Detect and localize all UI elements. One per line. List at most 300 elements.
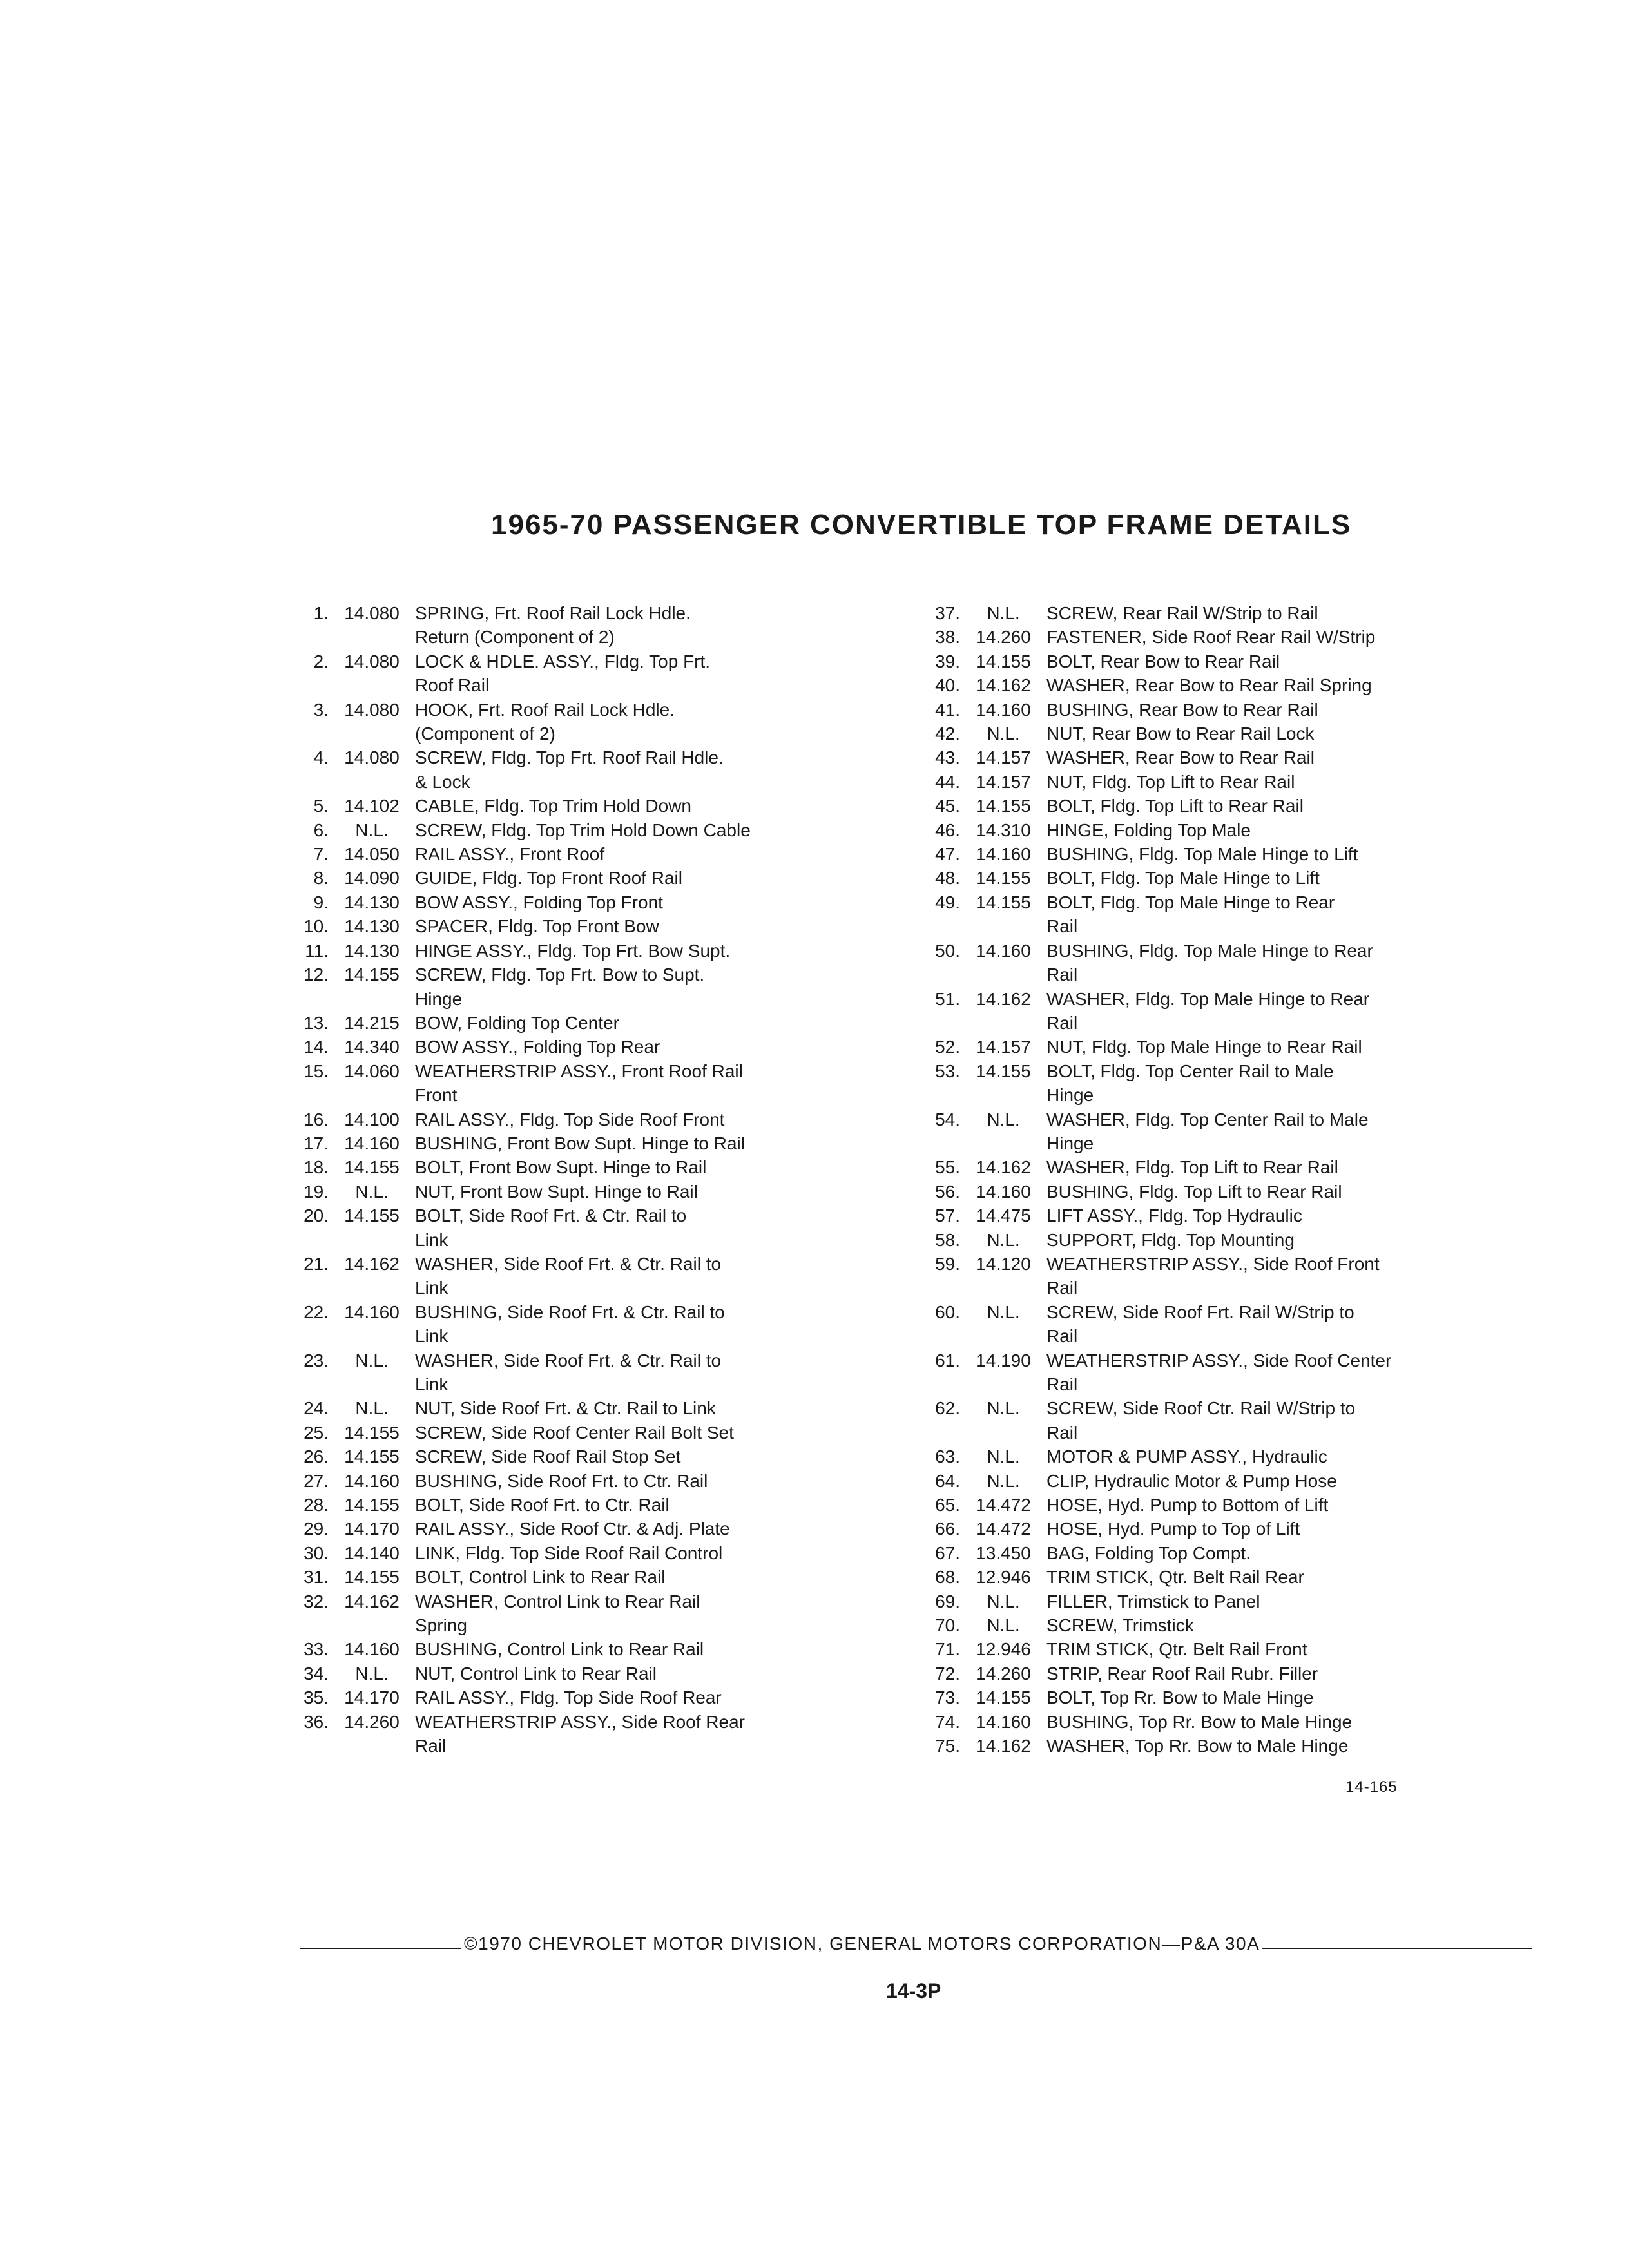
part-group-number: 12.946 xyxy=(976,1567,1031,1588)
parts-list-item xyxy=(915,1469,1534,1493)
part-group-number: 14.060 xyxy=(344,1061,400,1081)
part-description: WEATHERSTRIP ASSY., Front Roof Rail Front xyxy=(415,1061,743,1106)
item-number: 26. xyxy=(304,1446,329,1467)
part-group-number: 14.155 xyxy=(976,796,1031,816)
parts-list-item xyxy=(284,1035,902,1059)
part-description: BUSHING, Top Rr. Bow to Male Hinge xyxy=(1046,1711,1353,1732)
item-number: 27. xyxy=(304,1470,329,1491)
item-number: 65. xyxy=(935,1495,960,1515)
parts-list-item xyxy=(284,1662,902,1686)
part-description: MOTOR & PUMP ASSY., Hydraulic xyxy=(1046,1446,1327,1467)
footer-rule-right xyxy=(1262,1948,1532,1949)
parts-list-item xyxy=(284,1252,902,1300)
part-description: SCREW, Rear Rail W/Strip to Rail xyxy=(1046,603,1318,623)
item-number: 13. xyxy=(304,1012,329,1033)
parts-list-item xyxy=(284,698,902,746)
part-group-number: N.L. xyxy=(355,820,389,840)
parts-list-item xyxy=(284,1108,902,1131)
parts-list-item xyxy=(284,1396,902,1420)
part-description: BOLT, Fldg. Top Male Hinge to Lift xyxy=(1046,868,1320,889)
part-group-number: N.L. xyxy=(987,603,1020,623)
parts-list-item xyxy=(915,698,1534,722)
parts-list-item xyxy=(915,987,1534,1035)
part-description: SCREW, Fldg. Top Trim Hold Down Cable xyxy=(415,820,751,840)
parts-list-item xyxy=(915,1204,1534,1227)
part-description: WEATHERSTRIP ASSY., Side Roof Front Rail xyxy=(1046,1253,1380,1298)
part-description: BUSHING, Front Bow Supt. Hinge to Rail xyxy=(415,1133,745,1153)
item-number: 62. xyxy=(935,1398,960,1419)
parts-list-item xyxy=(284,1686,902,1709)
part-description: BOW ASSY., Folding Top Rear xyxy=(415,1037,660,1057)
parts-list-item xyxy=(284,1180,902,1204)
part-group-number: 14.162 xyxy=(344,1591,400,1611)
item-number: 37. xyxy=(935,603,960,623)
item-number: 38. xyxy=(935,627,960,648)
parts-list-item xyxy=(284,818,902,842)
part-group-number: N.L. xyxy=(355,1398,389,1419)
item-number: 34. xyxy=(304,1663,329,1684)
parts-list-item xyxy=(915,1734,1534,1758)
part-description: SCREW, Fldg. Top Frt. Bow to Supt. Hinge xyxy=(415,965,705,1009)
parts-list-item xyxy=(284,866,902,890)
item-number: 60. xyxy=(935,1302,960,1322)
item-number: 18. xyxy=(304,1157,329,1178)
part-description: SCREW, Side Roof Frt. Rail W/Strip to Rail xyxy=(1046,1302,1354,1347)
part-group-number: 14.162 xyxy=(976,675,1031,696)
part-description: NUT, Fldg. Top Male Hinge to Rear Rail xyxy=(1046,1037,1362,1057)
parts-list-item xyxy=(915,1349,1534,1397)
parts-list-item xyxy=(915,673,1534,697)
part-description: LOCK & HDLE. ASSY., Fldg. Top Frt. Roof Rail xyxy=(415,651,711,696)
item-number: 10. xyxy=(304,916,329,937)
item-number: 39. xyxy=(935,651,960,671)
item-number: 6. xyxy=(313,820,329,840)
part-description: FILLER, Trimstick to Panel xyxy=(1046,1591,1260,1611)
item-number: 8. xyxy=(313,868,329,889)
part-group-number: 14.260 xyxy=(344,1711,400,1732)
part-group-number: 14.130 xyxy=(344,916,400,937)
part-group-number: 14.472 xyxy=(976,1495,1031,1515)
part-group-number: 14.080 xyxy=(344,699,400,720)
item-number: 28. xyxy=(304,1495,329,1515)
part-group-number: 14.340 xyxy=(344,1037,400,1057)
part-description: RAIL ASSY., Fldg. Top Side Roof Rear xyxy=(415,1687,722,1708)
part-description: BOLT, Rear Bow to Rear Rail xyxy=(1046,651,1280,671)
parts-list-item xyxy=(915,1108,1534,1156)
part-group-number: 12.946 xyxy=(976,1639,1031,1660)
parts-list-item xyxy=(915,794,1534,818)
parts-list-item xyxy=(915,1613,1534,1637)
parts-list-item xyxy=(284,963,902,1011)
part-group-number: N.L. xyxy=(355,1663,389,1684)
parts-list-left-column xyxy=(284,601,902,1758)
part-group-number: 14.157 xyxy=(976,771,1031,792)
part-group-number: 14.155 xyxy=(344,1495,400,1515)
parts-list-item xyxy=(284,1517,902,1541)
part-group-number: N.L. xyxy=(987,724,1020,744)
part-group-number: 14.090 xyxy=(344,868,400,889)
parts-list-item xyxy=(284,1493,902,1517)
item-number: 22. xyxy=(304,1302,329,1322)
part-group-number: 14.160 xyxy=(976,1711,1031,1732)
part-group-number: 14.162 xyxy=(976,1736,1031,1756)
parts-list-item xyxy=(284,1590,902,1638)
parts-list-item xyxy=(915,649,1534,673)
item-number: 9. xyxy=(313,892,329,912)
parts-list-item xyxy=(284,1204,902,1252)
part-group-number: N.L. xyxy=(987,1446,1020,1467)
item-number: 53. xyxy=(935,1061,960,1081)
item-number: 45. xyxy=(935,796,960,816)
item-number: 66. xyxy=(935,1519,960,1539)
part-description: BUSHING, Fldg. Top Lift to Rear Rail xyxy=(1046,1181,1342,1202)
part-group-number: 14.155 xyxy=(344,1567,400,1588)
parts-list-item xyxy=(284,1300,902,1349)
part-description: TRIM STICK, Qtr. Belt Rail Rear xyxy=(1046,1567,1304,1588)
part-description: STRIP, Rear Roof Rail Rubr. Filler xyxy=(1046,1663,1318,1684)
part-description: SPRING, Frt. Roof Rail Lock Hdle. Return (Component of 2) xyxy=(415,603,691,648)
parts-list-item xyxy=(915,939,1534,987)
part-description: WASHER, Side Roof Frt. & Ctr. Rail to Link xyxy=(415,1350,722,1394)
part-description: CLIP, Hydraulic Motor & Pump Hose xyxy=(1046,1470,1337,1491)
item-number: 5. xyxy=(313,796,329,816)
item-number: 64. xyxy=(935,1470,960,1491)
part-description: BOLT, Fldg. Top Lift to Rear Rail xyxy=(1046,796,1304,816)
part-description: WASHER, Top Rr. Bow to Male Hinge xyxy=(1046,1736,1349,1756)
part-group-number: 14.162 xyxy=(976,988,1031,1009)
part-group-number: 14.260 xyxy=(976,1663,1031,1684)
parts-list-item xyxy=(284,1565,902,1589)
part-description: BOLT, Side Roof Frt. to Ctr. Rail xyxy=(415,1495,670,1515)
item-number: 63. xyxy=(935,1446,960,1467)
parts-list-item xyxy=(284,1349,902,1397)
item-number: 7. xyxy=(313,844,329,865)
item-number: 46. xyxy=(935,820,960,840)
parts-list-item xyxy=(284,1541,902,1565)
item-number: 44. xyxy=(935,771,960,792)
part-group-number: 14.155 xyxy=(976,1061,1031,1081)
part-group-number: 14.100 xyxy=(344,1109,400,1129)
item-number: 54. xyxy=(935,1109,960,1129)
part-description: SCREW, Side Roof Rail Stop Set xyxy=(415,1446,681,1467)
page-title: 1965-70 PASSENGER CONVERTIBLE TOP FRAME DETAILS xyxy=(491,509,1352,541)
part-description: WASHER, Rear Bow to Rear Rail Spring xyxy=(1046,675,1372,696)
part-description: SCREW, Side Roof Ctr. Rail W/Strip to Rail xyxy=(1046,1398,1356,1443)
part-description: NUT, Rear Bow to Rear Rail Lock xyxy=(1046,724,1315,744)
part-description: TRIM STICK, Qtr. Belt Rail Front xyxy=(1046,1639,1307,1660)
parts-list-item xyxy=(915,1710,1534,1734)
parts-list-item xyxy=(284,890,902,914)
part-description: HINGE ASSY., Fldg. Top Frt. Bow Supt. xyxy=(415,940,731,961)
part-group-number: N.L. xyxy=(987,1302,1020,1322)
item-number: 47. xyxy=(935,844,960,865)
part-description: BUSHING, Control Link to Rear Rail xyxy=(415,1639,704,1660)
part-group-number: N.L. xyxy=(987,1591,1020,1611)
part-description: BUSHING, Side Roof Frt. to Ctr. Rail xyxy=(415,1470,708,1491)
parts-list-item xyxy=(915,1252,1534,1300)
part-group-number: 14.155 xyxy=(976,651,1031,671)
part-description: HOSE, Hyd. Pump to Bottom of Lift xyxy=(1046,1495,1329,1515)
part-description: WASHER, Side Roof Frt. & Ctr. Rail to Link xyxy=(415,1253,722,1298)
parts-list-item xyxy=(284,1637,902,1661)
part-group-number: N.L. xyxy=(987,1615,1020,1636)
item-number: 55. xyxy=(935,1157,960,1178)
part-group-number: N.L. xyxy=(987,1398,1020,1419)
parts-list-item xyxy=(915,1541,1534,1565)
parts-list-item xyxy=(915,1228,1534,1252)
part-description: BUSHING, Side Roof Frt. & Ctr. Rail to Link xyxy=(415,1302,725,1347)
parts-list-item xyxy=(915,1517,1534,1541)
part-group-number: 14.050 xyxy=(344,844,400,865)
part-description: CABLE, Fldg. Top Trim Hold Down xyxy=(415,796,691,816)
part-description: BOW ASSY., Folding Top Front xyxy=(415,892,663,912)
part-description: HINGE, Folding Top Male xyxy=(1046,820,1251,840)
part-group-number: 14.190 xyxy=(976,1350,1031,1370)
part-group-number: 14.155 xyxy=(344,1422,400,1443)
parts-list-item xyxy=(915,1662,1534,1686)
item-number: 31. xyxy=(304,1567,329,1588)
item-number: 58. xyxy=(935,1229,960,1250)
item-number: 2. xyxy=(313,651,329,671)
item-number: 61. xyxy=(935,1350,960,1370)
item-number: 17. xyxy=(304,1133,329,1153)
part-group-number: 14.155 xyxy=(976,868,1031,889)
part-description: WASHER, Rear Bow to Rear Rail xyxy=(1046,747,1315,768)
item-number: 75. xyxy=(935,1736,960,1756)
parts-list-item xyxy=(284,914,902,938)
item-number: 12. xyxy=(304,965,329,985)
part-description: RAIL ASSY., Fldg. Top Side Roof Front xyxy=(415,1109,725,1129)
parts-list-item xyxy=(284,745,902,794)
item-number: 50. xyxy=(935,940,960,961)
part-group-number: 14.160 xyxy=(344,1470,400,1491)
parts-list-item xyxy=(284,1710,902,1758)
part-description: LINK, Fldg. Top Side Roof Rail Control xyxy=(415,1542,723,1563)
item-number: 57. xyxy=(935,1206,960,1226)
part-description: WEATHERSTRIP ASSY., Side Roof Rear Rail xyxy=(415,1711,745,1756)
parts-list-item xyxy=(915,1180,1534,1204)
item-number: 69. xyxy=(935,1591,960,1611)
part-description: SCREW, Fldg. Top Frt. Roof Rail Hdle. & Lock xyxy=(415,747,724,792)
part-group-number: 14.475 xyxy=(976,1206,1031,1226)
item-number: 73. xyxy=(935,1687,960,1708)
part-description: SCREW, Side Roof Center Rail Bolt Set xyxy=(415,1422,734,1443)
part-description: RAIL ASSY., Side Roof Ctr. & Adj. Plate xyxy=(415,1519,730,1539)
part-group-number: 14.160 xyxy=(344,1639,400,1660)
part-description: WASHER, Fldg. Top Lift to Rear Rail xyxy=(1046,1157,1338,1178)
parts-list-item xyxy=(284,842,902,866)
item-number: 3. xyxy=(313,699,329,720)
part-group-number: 14.170 xyxy=(344,1687,400,1708)
part-description: FASTENER, Side Roof Rear Rail W/Strip xyxy=(1046,627,1376,648)
part-group-number: 14.157 xyxy=(976,1037,1031,1057)
item-number: 20. xyxy=(304,1206,329,1226)
page-number: 14-3P xyxy=(886,1979,941,2003)
parts-list-item xyxy=(915,1155,1534,1179)
part-description: BOLT, Fldg. Top Male Hinge to Rear Rail xyxy=(1046,892,1335,937)
part-description: BOLT, Front Bow Supt. Hinge to Rail xyxy=(415,1157,707,1178)
item-number: 59. xyxy=(935,1253,960,1274)
part-group-number: 14.155 xyxy=(344,965,400,985)
copyright-footer xyxy=(300,1934,1532,1954)
parts-list-item xyxy=(915,842,1534,866)
parts-list-item xyxy=(915,1590,1534,1613)
item-number: 36. xyxy=(304,1711,329,1732)
parts-list-item xyxy=(915,1396,1534,1445)
item-number: 32. xyxy=(304,1591,329,1611)
part-description: HOSE, Hyd. Pump to Top of Lift xyxy=(1046,1519,1300,1539)
parts-list-item xyxy=(915,818,1534,842)
part-group-number: 14.155 xyxy=(344,1446,400,1467)
part-description: BOLT, Top Rr. Bow to Male Hinge xyxy=(1046,1687,1314,1708)
item-number: 48. xyxy=(935,868,960,889)
parts-list-item xyxy=(915,1445,1534,1468)
parts-list-item xyxy=(284,1421,902,1445)
item-number: 19. xyxy=(304,1181,329,1202)
part-description: WASHER, Fldg. Top Center Rail to Male Hinge xyxy=(1046,1109,1369,1153)
part-description: BAG, Folding Top Compt. xyxy=(1046,1542,1251,1563)
part-group-number: 14.155 xyxy=(344,1206,400,1226)
item-number: 70. xyxy=(935,1615,960,1636)
item-number: 41. xyxy=(935,699,960,720)
item-number: 29. xyxy=(304,1519,329,1539)
parts-list-item xyxy=(915,601,1534,625)
part-group-number: 14.155 xyxy=(976,1687,1031,1708)
part-group-number: 14.155 xyxy=(976,892,1031,912)
part-group-number: N.L. xyxy=(987,1109,1020,1129)
item-number: 30. xyxy=(304,1542,329,1563)
part-group-number: 14.170 xyxy=(344,1519,400,1539)
item-number: 23. xyxy=(304,1350,329,1370)
part-group-number: 14.102 xyxy=(344,796,400,816)
parts-list-item xyxy=(915,1035,1534,1059)
parts-list-item xyxy=(915,1493,1534,1517)
parts-list-item xyxy=(284,1059,902,1108)
item-number: 25. xyxy=(304,1422,329,1443)
part-description: GUIDE, Fldg. Top Front Roof Rail xyxy=(415,868,682,889)
parts-list-item xyxy=(915,1637,1534,1661)
parts-list-item xyxy=(915,1686,1534,1709)
part-description: SUPPORT, Fldg. Top Mounting xyxy=(1046,1229,1295,1250)
part-description: BOLT, Control Link to Rear Rail xyxy=(415,1567,666,1588)
part-group-number: 14.472 xyxy=(976,1519,1031,1539)
parts-list-right-column xyxy=(915,601,1534,1758)
part-group-number: 14.080 xyxy=(344,603,400,623)
part-group-number: 14.130 xyxy=(344,892,400,912)
parts-list-item xyxy=(284,1445,902,1468)
item-number: 15. xyxy=(304,1061,329,1081)
item-number: 51. xyxy=(935,988,960,1009)
part-group-number: 14.162 xyxy=(976,1157,1031,1178)
item-number: 4. xyxy=(313,747,329,768)
part-description: WASHER, Control Link to Rear Rail Spring xyxy=(415,1591,700,1636)
part-group-number: N.L. xyxy=(987,1229,1020,1250)
item-number: 67. xyxy=(935,1542,960,1563)
parts-list-item xyxy=(284,1469,902,1493)
copyright-text: ©1970 CHEVROLET MOTOR DIVISION, GENERAL MOTORS CORPORATION—P&A 30A xyxy=(464,1934,1260,1954)
part-group-number: 14.215 xyxy=(344,1012,400,1033)
part-group-number: 14.160 xyxy=(976,844,1031,865)
part-group-number: 14.140 xyxy=(344,1542,400,1563)
parts-list-item xyxy=(915,890,1534,939)
part-group-number: 14.120 xyxy=(976,1253,1031,1274)
item-number: 74. xyxy=(935,1711,960,1732)
part-description: BOLT, Side Roof Frt. & Ctr. Rail to Link xyxy=(415,1206,687,1250)
part-description: BOW, Folding Top Center xyxy=(415,1012,619,1033)
parts-list-item xyxy=(915,722,1534,745)
item-number: 72. xyxy=(935,1663,960,1684)
item-number: 40. xyxy=(935,675,960,696)
part-description: RAIL ASSY., Front Roof xyxy=(415,844,605,865)
item-number: 11. xyxy=(305,940,329,961)
part-description: HOOK, Frt. Roof Rail Lock Hdle. (Component of 2) xyxy=(415,699,675,744)
parts-list-item xyxy=(915,625,1534,649)
part-group-number: 14.160 xyxy=(344,1133,400,1153)
part-description: NUT, Front Bow Supt. Hinge to Rail xyxy=(415,1181,698,1202)
parts-list-item xyxy=(915,1565,1534,1589)
part-group-number: 14.160 xyxy=(976,699,1031,720)
part-group-number: N.L. xyxy=(355,1181,389,1202)
part-group-number: 14.260 xyxy=(976,627,1031,648)
part-group-number: 14.155 xyxy=(344,1157,400,1178)
part-description: LIFT ASSY., Fldg. Top Hydraulic xyxy=(1046,1206,1302,1226)
parts-list-item xyxy=(915,866,1534,890)
parts-list-item xyxy=(284,939,902,963)
parts-list-item xyxy=(284,1131,902,1155)
part-group-number: N.L. xyxy=(987,1470,1020,1491)
part-group-number: 14.157 xyxy=(976,747,1031,768)
part-description: NUT, Fldg. Top Lift to Rear Rail xyxy=(1046,771,1295,792)
item-number: 42. xyxy=(935,724,960,744)
item-number: 24. xyxy=(304,1398,329,1419)
item-number: 43. xyxy=(935,747,960,768)
part-description: BUSHING, Fldg. Top Male Hinge to Lift xyxy=(1046,844,1358,865)
part-group-number: 14.160 xyxy=(976,1181,1031,1202)
parts-list-item xyxy=(284,1155,902,1179)
part-description: NUT, Control Link to Rear Rail xyxy=(415,1663,657,1684)
parts-list-item xyxy=(915,745,1534,769)
parts-list-item xyxy=(915,1059,1534,1108)
parts-list-item xyxy=(284,649,902,698)
part-description: BUSHING, Fldg. Top Male Hinge to Rear Rail xyxy=(1046,940,1373,985)
part-description: NUT, Side Roof Frt. & Ctr. Rail to Link xyxy=(415,1398,716,1419)
item-number: 1. xyxy=(313,603,329,623)
part-description: SPACER, Fldg. Top Front Bow xyxy=(415,916,659,937)
item-number: 71. xyxy=(935,1639,960,1660)
part-description: BUSHING, Rear Bow to Rear Rail xyxy=(1046,699,1318,720)
item-number: 52. xyxy=(935,1037,960,1057)
part-group-number: 14.160 xyxy=(344,1302,400,1322)
parts-list-item xyxy=(284,1011,902,1035)
part-description: SCREW, Trimstick xyxy=(1046,1615,1194,1636)
item-number: 35. xyxy=(304,1687,329,1708)
part-group-number: 14.162 xyxy=(344,1253,400,1274)
parts-list-item xyxy=(915,1300,1534,1349)
item-number: 21. xyxy=(304,1253,329,1274)
parts-list-item xyxy=(915,770,1534,794)
item-number: 49. xyxy=(935,892,960,912)
item-number: 56. xyxy=(935,1181,960,1202)
footer-rule-left xyxy=(300,1948,461,1949)
part-group-number: 14.130 xyxy=(344,940,400,961)
part-description: WEATHERSTRIP ASSY., Side Roof Center Rail xyxy=(1046,1350,1392,1394)
part-group-number: 14.080 xyxy=(344,651,400,671)
parts-list-item xyxy=(284,601,902,649)
parts-list-item xyxy=(284,794,902,818)
part-group-number: N.L. xyxy=(355,1350,389,1370)
part-group-number: 14.160 xyxy=(976,940,1031,961)
part-group-number: 14.310 xyxy=(976,820,1031,840)
